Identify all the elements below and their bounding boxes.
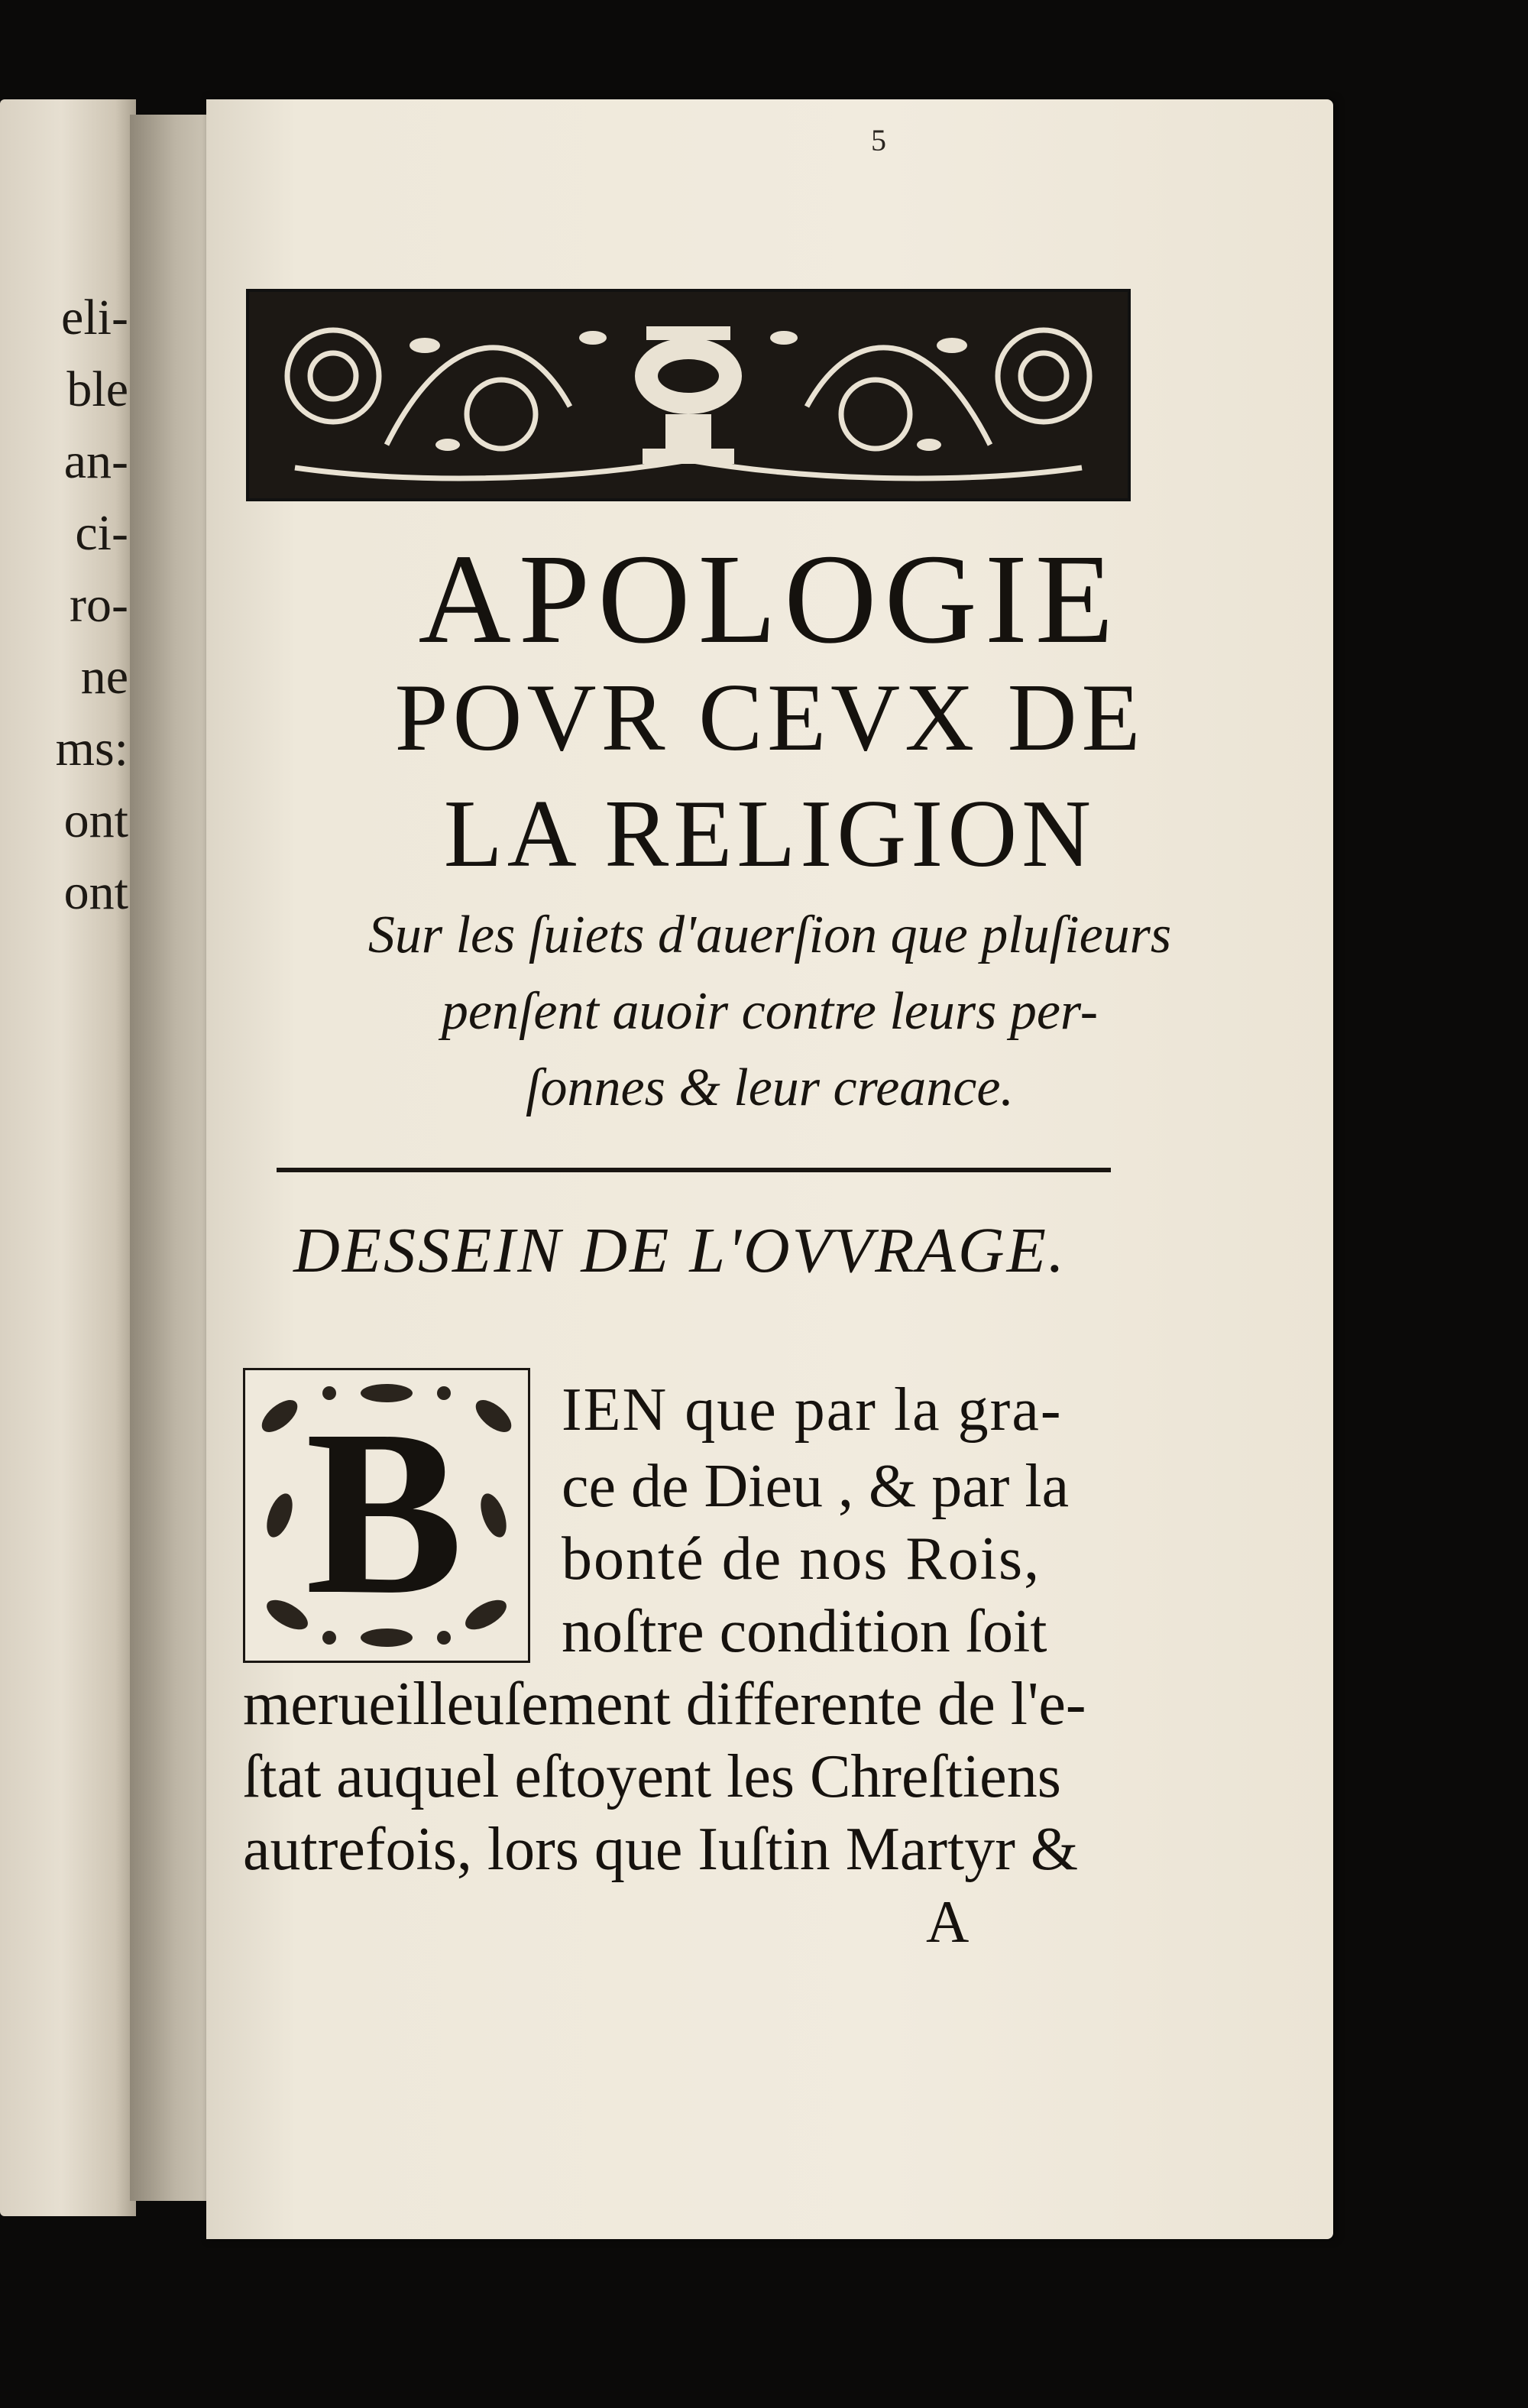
facing-page-fragment: eli- <box>61 290 128 345</box>
horizontal-rule <box>277 1168 1111 1172</box>
body-line-7: autrefois, lors que Iuſtin Martyr & <box>243 1816 1079 1883</box>
title-line-3: LA RELIGION <box>443 781 1096 887</box>
signature-catchword: A <box>926 1888 970 1955</box>
facing-page-fragment: ble <box>66 361 128 417</box>
subtitle-line-1: Sur les ſuiets d'auerſion que pluſieurs <box>367 906 1172 964</box>
section-heading: DESSEIN DE L'OVVRAGE. <box>293 1215 1067 1286</box>
body-line-5: merueilleuſement differente de l'e- <box>243 1671 1086 1738</box>
facing-page-fragment: ne <box>80 649 128 705</box>
title-line-1: APOLOGIE <box>418 528 1122 670</box>
body-line-3: bonté de nos Rois, <box>562 1525 1041 1593</box>
subtitle-line-3: ſonnes & leur creance. <box>526 1058 1014 1117</box>
title-line-2: POVR CEVX DE <box>394 665 1145 771</box>
body-line-6: ſtat auquel eſtoyent les Chreſtiens <box>243 1743 1061 1810</box>
body-line-2: ce de Dieu , & par la <box>562 1453 1070 1520</box>
facing-page-edge <box>0 99 136 2216</box>
facing-page-fragment: an- <box>63 433 128 489</box>
ornamental-headband-icon <box>246 289 1131 501</box>
facing-page-fragment: ont <box>63 792 128 848</box>
facing-page-fragment: ms: <box>55 721 128 776</box>
subtitle-line-2: penſent auoir contre leurs per- <box>441 982 1099 1041</box>
body-line-4: noſtre condition ſoit <box>562 1598 1047 1665</box>
drop-cap-letter: B <box>305 1382 464 1644</box>
facing-page-fragment: ci- <box>75 505 128 561</box>
body-line-1: IEN que par la gra- <box>562 1376 1063 1444</box>
facing-page-fragment: ro- <box>70 577 128 633</box>
signature-mark: 5 <box>871 123 886 157</box>
facing-page-fragment: ont <box>63 864 128 920</box>
